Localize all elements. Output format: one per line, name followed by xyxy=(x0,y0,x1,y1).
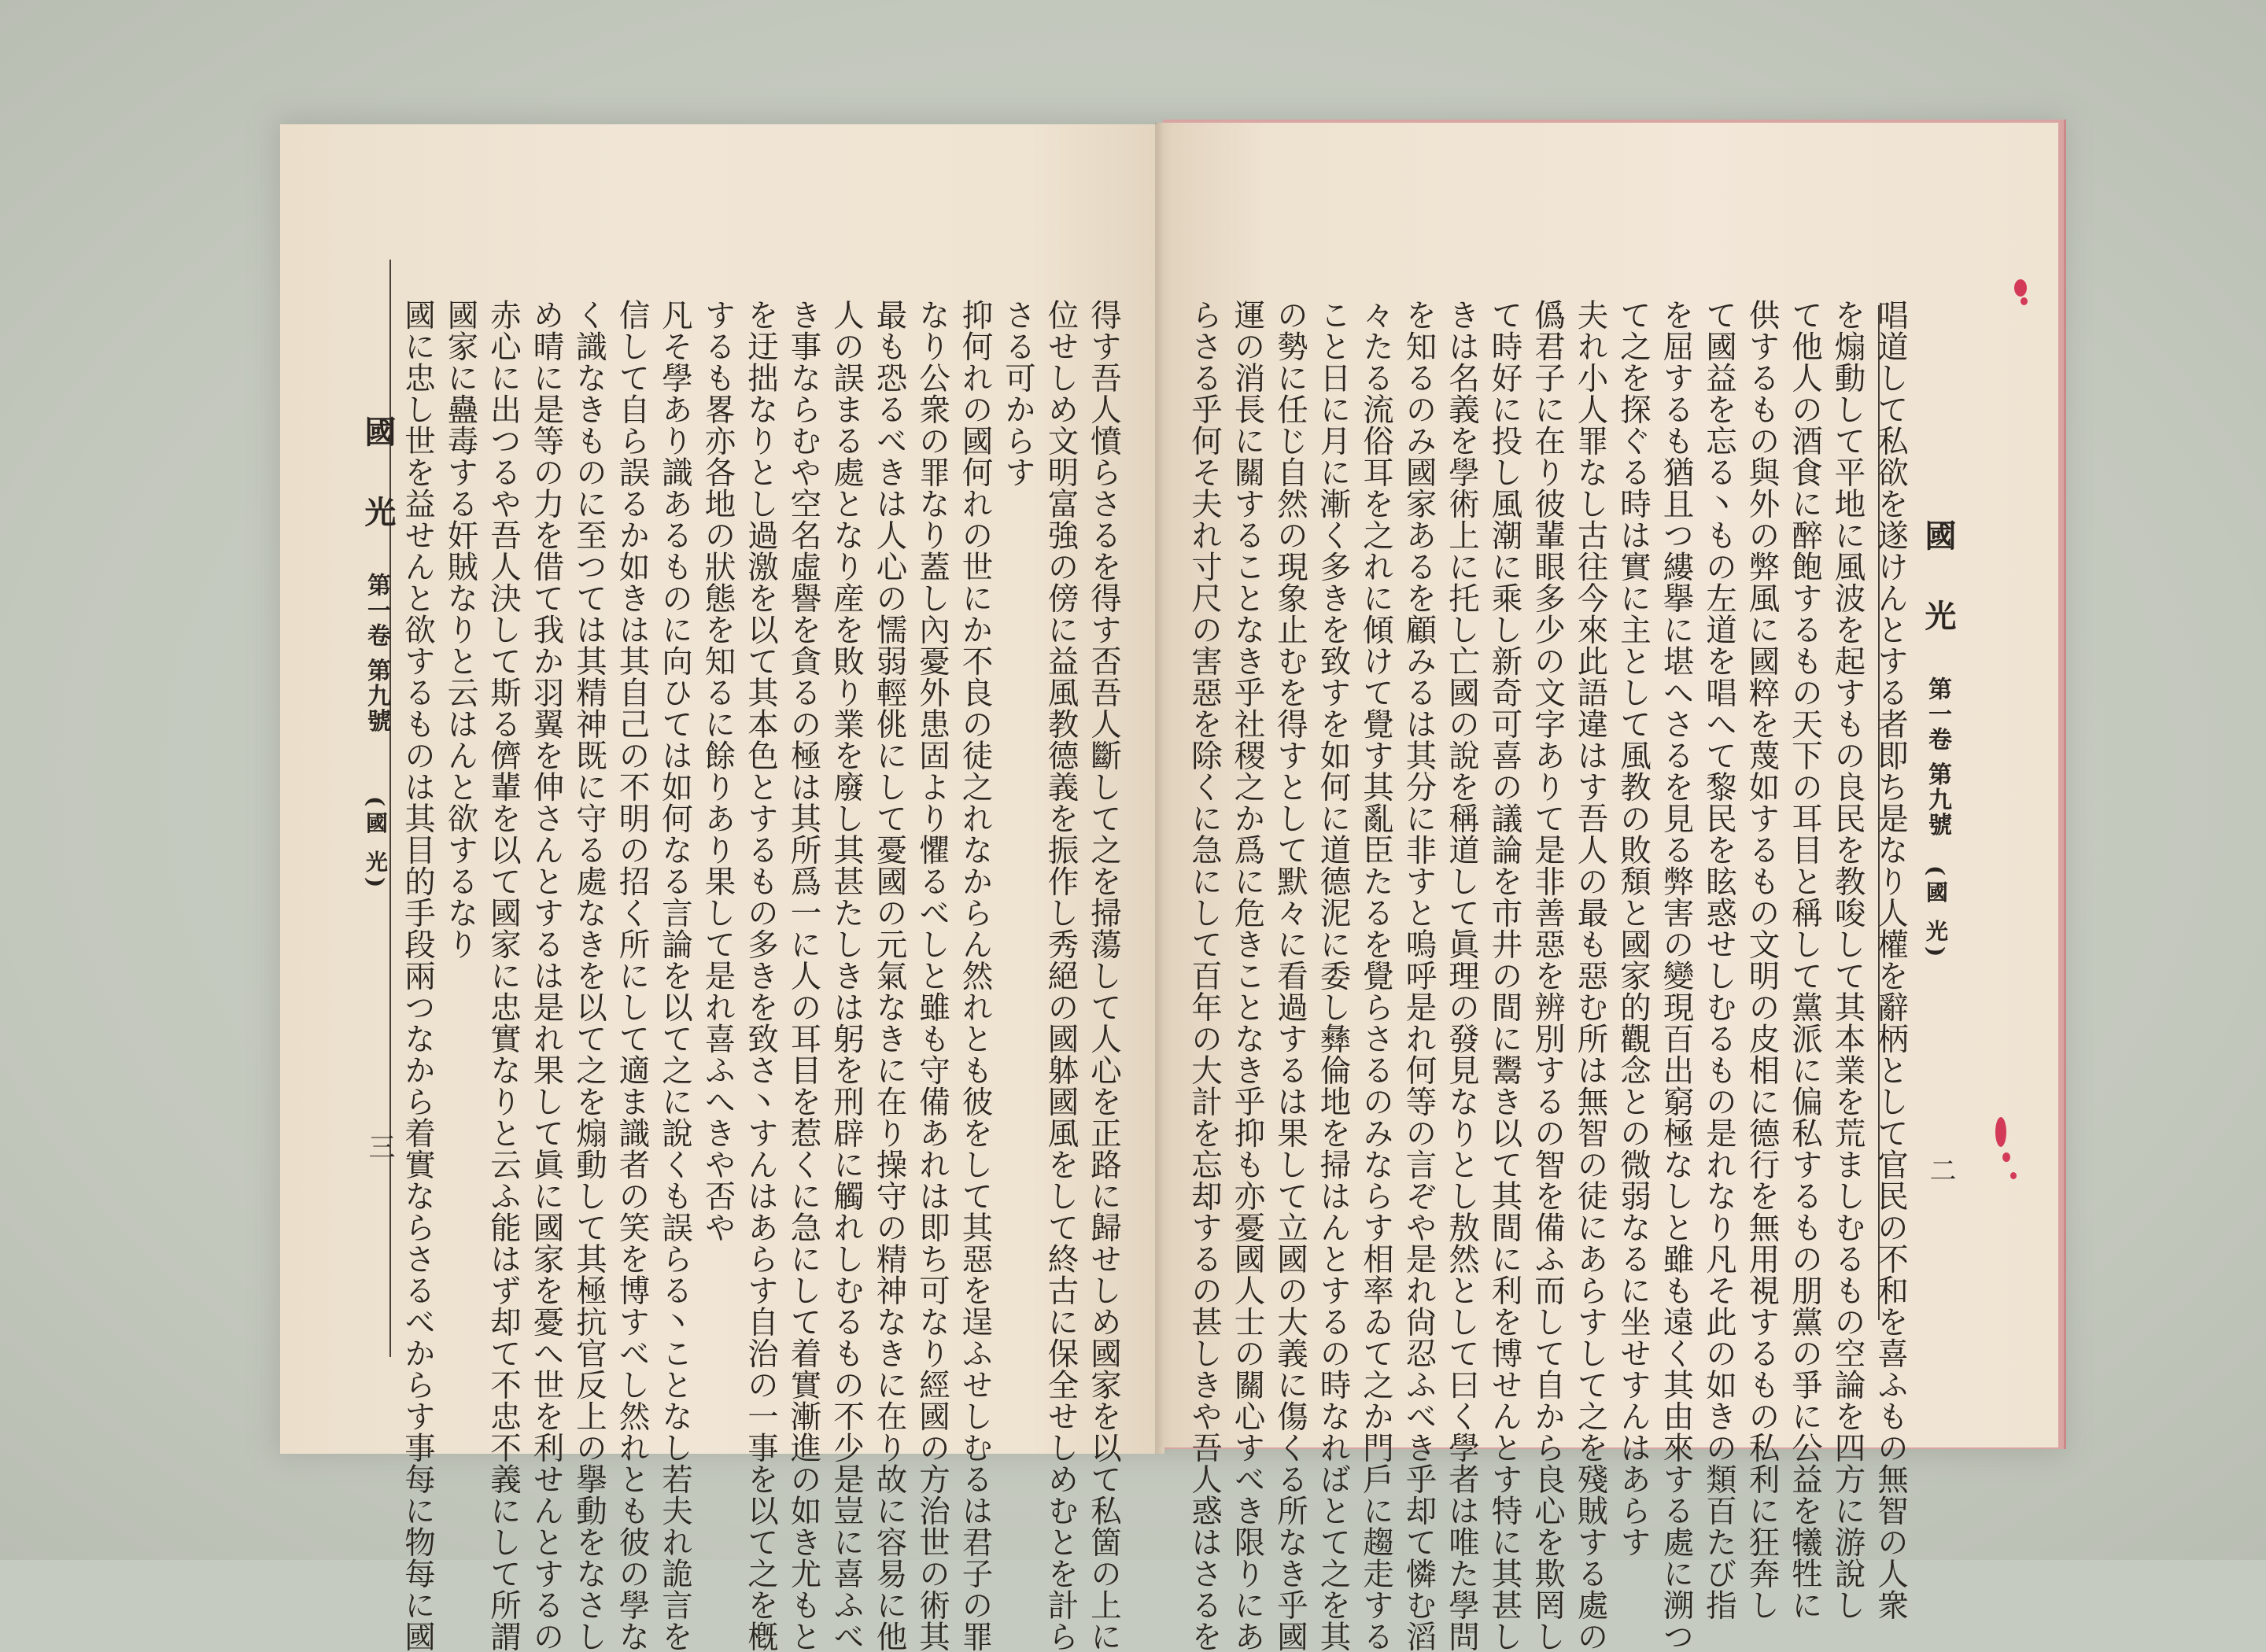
right-page-text-line: て他人の酒食に醉飽するもの天下の耳目と稱して黨派に偏私するもの朋黨の爭に公益を犧牲に xyxy=(1787,299,1823,1621)
right-page-text-line: 々たる流俗耳を之れに傾けて覺す其亂臣たるを覺らさるのみならす相率ゐて之か門戶に趨走する xyxy=(1358,299,1394,1652)
right-page-text-line: を屈するも猶且つ縷擧に堪へさるを見る弊害の變現百出窮極なしと雖も遠く其由來する處に溯つ xyxy=(1658,299,1695,1652)
red-stain xyxy=(2010,1172,2017,1179)
right-running-paren: (國 光) xyxy=(1923,865,1949,962)
left-page-number: 三 xyxy=(364,1133,395,1160)
right-page-text-line: きは名義を學術上に托し亡國の說を稱道して眞理の發見なりとし敖然として曰く學者は唯た學問 xyxy=(1444,299,1480,1652)
left-page-text-line: 國に忠し世を益せんと欲するものは其目的手段兩つなから着實ならさるべからす事每に物每に國 xyxy=(400,299,436,1652)
left-page-body xyxy=(400,299,1125,1652)
left-page-text-line: 最も恐るべきは人心の懦弱輕佻にして憂國の元氣なきに在り操守の精神なきに在り故に容易に他 xyxy=(871,299,908,1652)
red-stain xyxy=(2002,1152,2010,1162)
right-page-text-line: らさる乎何そ夫れ寸尺の害惡を除くに急にして百年の大計を忘却するの甚しきや吾人惑はさるを xyxy=(1187,299,1223,1652)
right-page-text-line: 唱道して私欲を遂けんとする者即ち是なり人權を辭柄として官民の不和を喜ふもの無智の人衆 xyxy=(1873,299,1909,1621)
left-page-text-line: 得す吾人憤らさるを得す否吾人斷して之を掃蕩して人心を正路に歸せしめ國家を以て私箇の上に xyxy=(1086,299,1122,1652)
right-page-text-line: の勢に任じ自然の現象止むを得すとして默々に看過するは果して立國の大義に傷くる所なき乎國 xyxy=(1272,299,1308,1652)
right-page-body xyxy=(1187,299,1912,1652)
left-page-text-line: さる可からす xyxy=(1000,299,1036,488)
left-page-text-line: するも畧亦各地の狀態を知るに餘りあり果して是れ喜ふへきや否や xyxy=(699,299,736,1243)
right-running-title: 國 光 xyxy=(1920,519,1957,650)
right-page-text-line: て之を探ぐる時は實に主として風教の敗頽と國家的觀念との微弱なるに坐せすんはあらす xyxy=(1615,299,1652,1558)
right-page-text-line: て國益を忘る丶もの左道を唱へて黎民を眩惑せしむるもの是れなり凡そ此の如きの類百たび指 xyxy=(1701,299,1737,1621)
right-running-issue: 第一卷 第九號 xyxy=(1924,677,1951,838)
right-page-text-line: 僞君子に在り彼輩眼多少の文字ありて是非善惡を辨別するの智を備ふ而して自から良心を欺罔し xyxy=(1530,299,1566,1652)
left-page-text-line: 國家に蠱毒する奸賊なりと云はんと欲するなり xyxy=(442,299,479,960)
right-page-text-line: を煽動して平地に風波を起すもの良民を教唆して其本業を荒ましむるもの空論を四方に游說し xyxy=(1829,299,1866,1621)
left-page-text-line: 信して自ら誤るか如きは其自己の不明の招く所にして適ま識者の笑を博すべし然れとも彼の學な xyxy=(614,299,651,1652)
left-page-text-line: を迂拙なりとし過激を以て其本色とするもの多きを致さ丶すんはあらす自治の一事を以て之を槪 xyxy=(743,299,779,1652)
right-page-number: 二 xyxy=(1925,1156,1956,1183)
right-page-text-line: を知るのみ國家あるを顧みるは其分に非すと嗚呼是れ何等の言ぞや是れ尙忍ふべき乎却て憐む滔 xyxy=(1401,299,1437,1652)
right-page-text-line: こと日に月に漸く多きを致すを如何に道德泥に委し彝倫地を掃はんとするの時なればとて之を其 xyxy=(1315,299,1352,1652)
left-page-text-line: 凡そ學あり識あるものに向ひては如何なる言論を以て之に說くも誤らる丶ことなし若夫れ詭言を xyxy=(657,299,693,1652)
right-page-text-line: て時好に投し風潮に乘し新奇可喜の議論を市井の間に鬻き以て其間に利を博せんとす特に其甚し xyxy=(1486,299,1523,1652)
right-page-text-line: 運の消長に關することなき乎社稷之か爲に危きことなき乎抑も亦憂國人士の關心すべき限りにあ xyxy=(1229,299,1266,1652)
left-page-text-line: く識なきものに至つては其精神既に守る處なきを以て之を煽動して其極抗官反上の擧動をなさし xyxy=(571,299,607,1652)
right-page-text-line: 夫れ小人罪なし古往今來此語違はす吾人の最も惡む所は無智の徒にあらすして之を殘賊する處の xyxy=(1572,299,1609,1652)
book-gutter xyxy=(1155,123,1172,1454)
left-page-text-line: め晴に是等の力を借て我か羽翼を伸さんとするは是れ果して眞に國家を憂へ世を利せんとするの xyxy=(528,299,565,1652)
left-running-title: 國 光 xyxy=(360,415,397,546)
left-running-paren: (國 光) xyxy=(363,796,389,893)
left-page-text-line: 人の誤まる處となり産を敗り業を廢し其甚たしきは躬を刑辟に觸れしむるもの不少是豈に喜ふべ xyxy=(829,299,865,1652)
right-page-text-line: 供するもの與外の弊風に國粹を蔑如するもの文明の皮相に德行を無用視するもの私利に狂奔し xyxy=(1744,299,1781,1621)
red-stain xyxy=(1995,1117,2006,1147)
left-page-text-line: なり公衆の罪なり蓋し內憂外患固より懼るべしと雖も守備あれは即ち可なり經國の方治世の術其 xyxy=(914,299,950,1652)
red-stain xyxy=(2014,279,2027,297)
left-page-text-line: 赤心に出つるや吾人決して斯る儕輩を以て國家に忠實なりと云ふ能はず却て不忠不義にして所謂 xyxy=(485,299,522,1652)
left-page-text-line: 抑何れの國何れの世にか不良の徒之れなからん然れとも彼をして其惡を逞ふせしむるは君子の罪 xyxy=(957,299,994,1652)
red-stain xyxy=(2021,297,2028,305)
left-running-issue: 第一卷 第九號 xyxy=(363,573,390,734)
left-page-text-line: 位せしめ文明富強の傍に益風教德義を振作し秀絕の國躰國風をして終古に保全せしめむとを計ら xyxy=(1043,299,1079,1652)
left-page-text-line: き事ならむや空名虛譽を貪るの極は其所爲一に人の耳目を惹くに急にして着實漸進の如き尤もと xyxy=(785,299,822,1652)
